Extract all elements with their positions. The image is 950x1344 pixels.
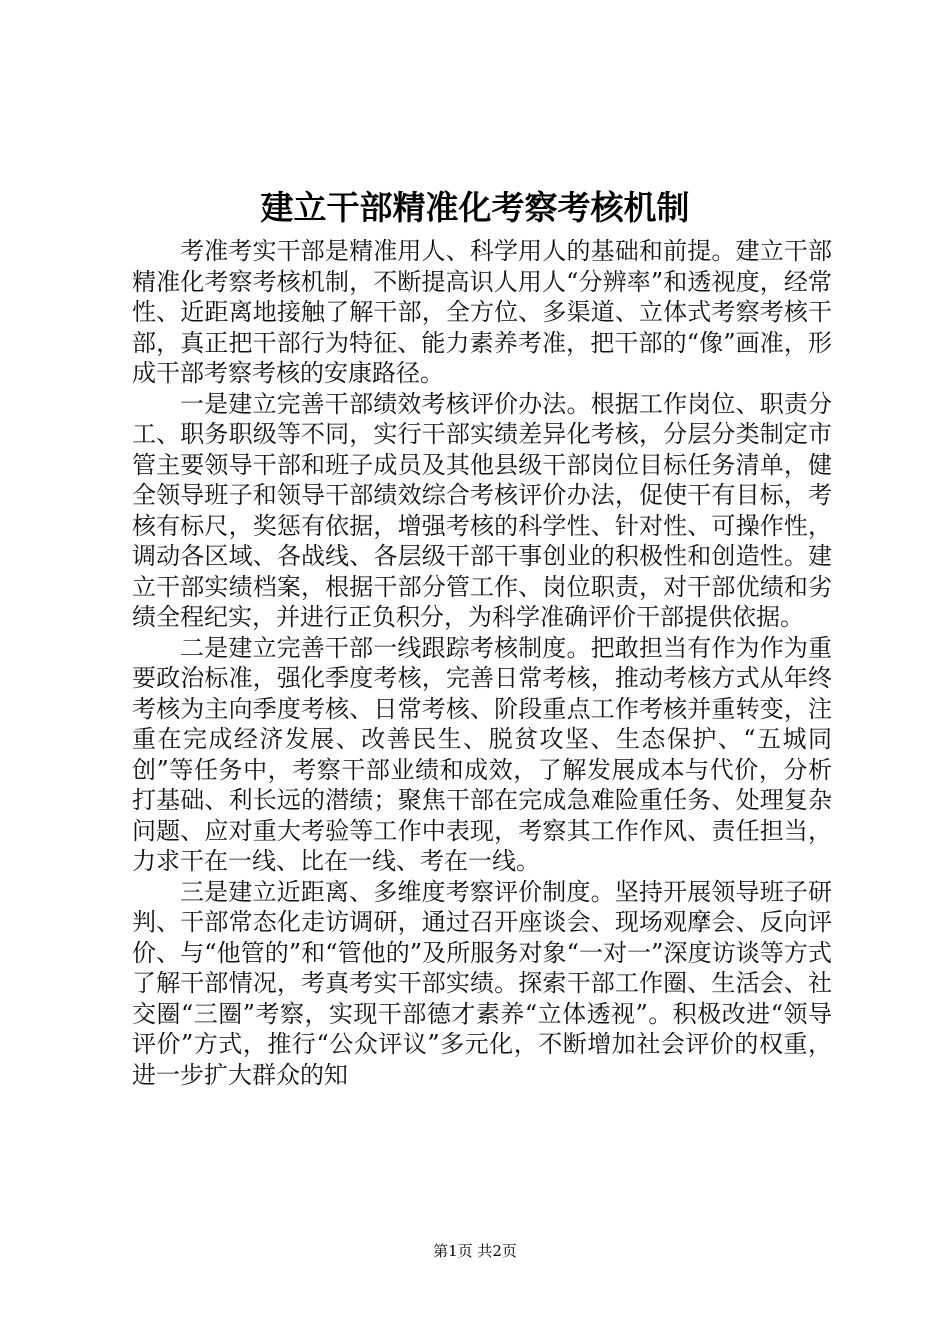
paragraph-three: 三是建立近距离、多维度考察评价制度。坚持开展领导班子研判、干部常态化走访调研，通过召开座谈会、现场观摩会、反向评价、与“他管的”和“管他的”及所服务对象“一对一”深度访谈等方式了解干部情况，考真考实干部实绩。探索干部工作圈、生活会、社交圈“三圈”考察，实现干部德才素养“立体透视”。积极改进“领导评价”方式，推行“公众评议”多元化，不断增加社会评价的权重，进一步扩大群众的知 bbox=[132, 877, 832, 1089]
paragraph-one: 一是建立完善干部绩效考核评价办法。根据工作岗位、职责分工、职务职级等不同，实行干部实绩差异化考核，分层分类制定市管主要领导干部和班子成员及其他县级干部岗位目标任务清单，健全领导班子和领导干部绩效综合考核评价办法，促使干有目标，考核有标尺，奖惩有依据，增强考核的科学性、针对性、可操作性，调动各区域、各战线、各层级干部干事创业的积极性和创造性。建立干部实绩档案，根据干部分管工作、岗位职责，对干部优绩和劣绩全程纪实，并进行正负积分，为科学准确评价干部提供依据。 bbox=[132, 389, 832, 631]
paragraph-intro: 考准考实干部是精准用人、科学用人的基础和前提。建立干部精准化考察考核机制，不断提高识人用人“分辨率”和透视度，经常性、近距离地接触了解干部，全方位、多渠道、立体式考察考核干部，真正把干部行为特征、能力素养考准，把干部的“像”画准，形成干部考察考核的安康路径。 bbox=[132, 237, 832, 387]
document-title: 建立干部精准化考察考核机制 bbox=[260, 188, 690, 227]
document-body bbox=[132, 236, 832, 1090]
page-footer: 第1页 共2页 bbox=[433, 1242, 517, 1260]
paragraph-two: 二是建立完善干部一线跟踪考核制度。把敢担当有作为作为重要政治标准，强化季度考核，完善日常考核，推动考核方式从年终考核为主向季度考核、日常考核、阶段重点工作考核并重转变，注重在完成经济发展、改善民生、脱贫攻坚、生态保护、“五城同创”等任务中，考察干部业绩和成效，了解发展成本与代价，分析打基础、利长远的潜绩；聚焦干部在完成急难险重任务、处理复杂问题、应对重大考验等工作中表现，考察其工作作风、责任担当，力求干在一线、比在一线、考在一线。 bbox=[132, 633, 832, 875]
